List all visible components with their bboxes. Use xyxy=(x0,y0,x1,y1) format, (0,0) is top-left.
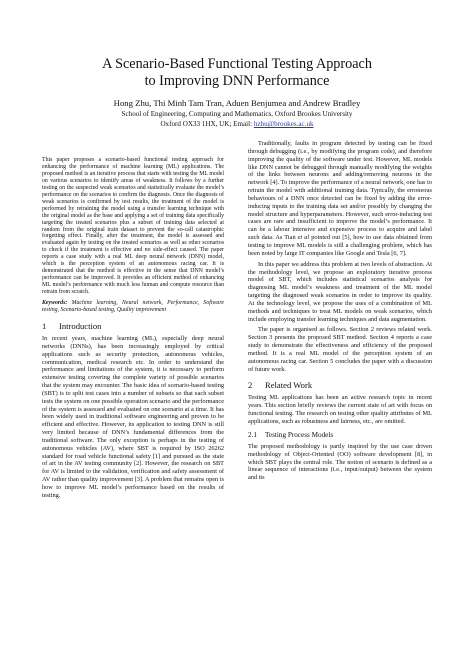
paragraph-text: Traditionally, faults in program detected by testing can be fixed through debugging (i.e., by modifying the program code), and therefore improving the quality of the software under test. However, ML models like DNN cannot be debugged through manually modifying the weights of the links between neurons and adding/removing neurons in the network [4]. To improve the performance of a neural network, one has to retrain the model with additional training data. Typically, the erroneous behaviours of a DNN once detected can be fixed by adding the error-inducing inputs to the training data set and/or possibly by changing the model structure and hyperparameters. However, such error-inducing test cases are rare and insufficient to improve the model’s performance. It can be a labour intensive and expensive process to acquire and label such data. As Tian xyxy=(248,140,432,242)
keywords xyxy=(42,300,224,314)
affiliation-address xyxy=(20,120,454,129)
subsection-number: 2.1 xyxy=(248,430,257,439)
paper-title-line-2: to Improving DNN Performance xyxy=(144,73,330,89)
email-link[interactable]: hzhu@brookes.ac.uk xyxy=(253,120,314,128)
section-title: Introduction xyxy=(59,320,102,331)
author-list: Hong Zhu, Thi Minh Tam Tran, Aduen Benjumea and Andrew Bradley xyxy=(113,98,361,108)
introduction-paragraph-3: In this paper we address this problem at two levels of abstraction. At the methodology level, we propose an exploratory iterative process model of SBT, which includes statistical scenarios analysis for diagnosing ML model’s weakness and treatment of the ML model targeting the diagnosed weak scenarios in order to improve its quality. At the technology level, we propose the uses of a combination of ML methods and techniques to treat ML models on weak scenarios, which include employing transfer learning techniques and data augmentation. xyxy=(248,260,432,323)
affiliation: School of Engineering, Computing and Mathematics, Oxford Brookes University xyxy=(121,110,353,118)
section-heading-related-work xyxy=(248,380,432,390)
subsection-title: Testing Process Models xyxy=(265,430,334,439)
left-column xyxy=(42,157,224,500)
subsection-heading-testing-process-models xyxy=(248,431,432,440)
paragraph-text-rest: pointed out [5], how to use data obtained from testing to improve ML models is still a challenging problem, which has been noted by large IT companies like Google and Tesla [6, 7]. xyxy=(248,234,432,257)
section-heading-introduction xyxy=(42,321,224,331)
address-text: Oxford OX33 1HX, UK; Email: xyxy=(160,120,254,128)
section-number: 2 xyxy=(248,380,253,391)
introduction-paragraph-4: The paper is organised as follows. Section 2 reviews related work. Section 3 presents the proposed SBT method. Section 4 reports a case study to demonstrate the effectiveness and efficiency of the proposed method. It is a real ML model of the perception system of an autonomous racing car. Section 5 concludes the paper with a discussion of future work. xyxy=(248,326,432,373)
section-number: 1 xyxy=(42,320,47,331)
keywords-label: Keywords: xyxy=(42,300,68,307)
testing-process-paragraph-1: The proposed methodology is partly inspired by the use case driven methodology of Object-Oriented (OO) software development [8], in which SBT plays the central role. The notion of scenario is defined as a linear sequence of interactions (i.e., input/output) between the system and its xyxy=(248,442,432,482)
abstract-text: This paper proposes a scenario-based functional testing approach for enhancing the performance of machine learning (ML) applications. The proposed method is an iterative process that starts with testing the ML model on various scenarios to identify areas of weakness. It follows by a further testing on the suspected weak scenarios and statistically evaluate the model’s performance on the scenarios to confirm the diagnosis. Once the diagnosis of weak scenarios is confirmed by test results, the treatment of the model is performed by retraining the model using a transfer learning technique with the original model as the base and applying a set of training data specifically targeting the treated scenarios plus a subset of training data selected at random from the original train dataset to prevent the so-call catastrophic forgetting effect. Finally, after the treatment, the model is assessed and evaluated again by testing on the treated scenarios as well as other scenarios to check if the treatment is effective and no side-effect caused. The paper reports a case study with a real ML deep neural network (DNN) model, which is the perception system of an autonomous racing car. It is demonstrated that the method is effective in the sense that DNN model’s performance can be improved. It provides an efficient method of enhancing ML model’s performance with much less human and compute resource than retrain from scratch. xyxy=(42,157,224,296)
keywords-list: Machine learning, Neural network, Performance, Software testing, Scenario-based testing, Quality improvement xyxy=(42,300,224,314)
introduction-paragraph-2 xyxy=(248,140,432,258)
paper-title-line-1: A Scenario-Based Functional Testing Approach xyxy=(102,56,372,72)
introduction-paragraph-1: In recent years, machine learning (ML), especially deep neural networks (DNNs), has been increasingly employed by critical applications such as security protection, autonomous vehicles, communication, medical research etc. In order to understand the performance and limitations of the system, it is necessary to perform extensive testing covering the complete variety of possible scenarios that the system may encounter. The basic idea of scenario-based testing (SBT) is to split test cases into a number of subsets so that each subset tests the system on one possible operation scenario and the performance of the system is assessed and evaluated on one scenario at a time. It has been widely used in traditional software engineering and proven to be efficient and effective. However, its application to testing DNN is still very limited because of DNN’s fundamental differences from the traditional software. The only exception is perhaps in the testing of autonomous vehicles (AV), where SBT is required by ISO 26262 standard for road vehicle functional safety [1] and pursued as the state of art in the AV testing community [2]. However, the research on SBT for AV is limited to the validation, verification and safety assessment of AV rather than quality improvement [3]. A problem that remains open is how to improve ML model’s performance based on the results of testing. xyxy=(42,334,224,499)
right-column xyxy=(248,140,432,482)
related-work-paragraph-1: Testing ML applications has been an active research topic in recent years. This section briefly reviews the current state of art with focus on functional testing. The research on testing other quality attributes of ML applications, such as robustness and fairness, etc., are omitted. xyxy=(248,394,432,425)
et-al: et al xyxy=(297,234,310,242)
section-title: Related Work xyxy=(265,380,313,391)
